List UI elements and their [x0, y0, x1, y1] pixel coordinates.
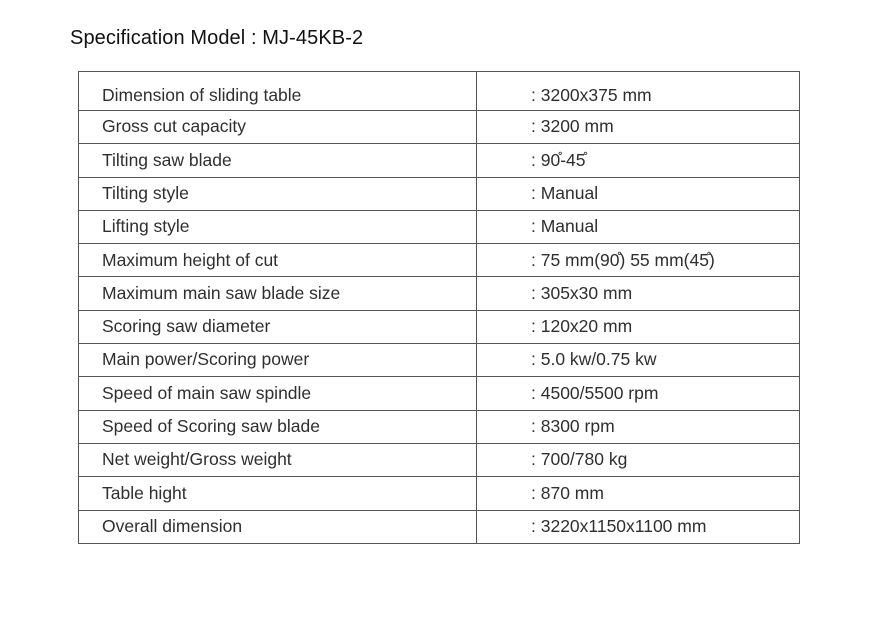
spec-label: Main power/Scoring power — [79, 344, 477, 377]
spec-value: : Manual — [477, 177, 800, 210]
specification-table — [78, 71, 800, 544]
table-row — [79, 344, 800, 377]
spec-label: Tilting style — [79, 177, 477, 210]
spec-value: : 4500/5500 rpm — [477, 377, 800, 410]
spec-value: : 75 mm(90̊) 55 mm(45̊) — [477, 244, 800, 277]
spec-value: : 120x20 mm — [477, 310, 800, 343]
table-row — [79, 477, 800, 510]
spec-label: Maximum height of cut — [79, 244, 477, 277]
spec-label: Net weight/Gross weight — [79, 443, 477, 476]
spec-value: : 8300 rpm — [477, 410, 800, 443]
table-row — [79, 72, 800, 111]
spec-value: : 3200x375 mm — [477, 72, 800, 111]
spec-label: Scoring saw diameter — [79, 310, 477, 343]
spec-label: Speed of main saw spindle — [79, 377, 477, 410]
page-title: Specification Model : MJ-45KB-2 — [70, 27, 364, 49]
spec-value: : Manual — [477, 210, 800, 243]
table-row — [79, 443, 800, 476]
spec-value: : 700/780 kg — [477, 443, 800, 476]
spec-label: Overall dimension — [79, 510, 477, 543]
spec-label: Lifting style — [79, 210, 477, 243]
spec-label: Maximum main saw blade size — [79, 277, 477, 310]
table-row — [79, 244, 800, 277]
spec-value: : 3200 mm — [477, 111, 800, 144]
table-row — [79, 111, 800, 144]
table-row — [79, 177, 800, 210]
spec-value: : 870 mm — [477, 477, 800, 510]
spec-value: : 3220x1150x1100 mm — [477, 510, 800, 543]
table-row — [79, 377, 800, 410]
spec-value: : 5.0 kw/0.75 kw — [477, 344, 800, 377]
table-row — [79, 310, 800, 343]
spec-label: Gross cut capacity — [79, 111, 477, 144]
spec-value: : 305x30 mm — [477, 277, 800, 310]
table-row — [79, 510, 800, 543]
spec-label: Table hight — [79, 477, 477, 510]
table-row — [79, 144, 800, 177]
spec-label: Tilting saw blade — [79, 144, 477, 177]
spec-label: Speed of Scoring saw blade — [79, 410, 477, 443]
spec-label: Dimension of sliding table — [79, 72, 477, 111]
table-row — [79, 410, 800, 443]
table-row — [79, 277, 800, 310]
table-row — [79, 210, 800, 243]
spec-value: : 90̊-45̊ — [477, 144, 800, 177]
